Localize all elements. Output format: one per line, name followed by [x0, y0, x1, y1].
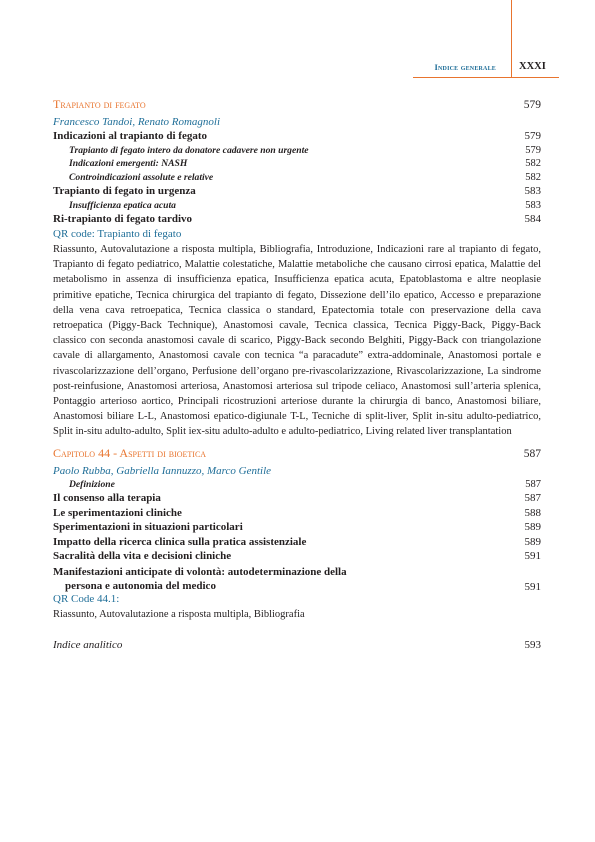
- toc-entry-title: Sacralità della vita e decisioni cliniche: [53, 550, 232, 563]
- qr-code-contents: Riassunto, Autovalutazione a risposta multipla, Bibliografia, Introduzione, Indicazioni rare al trapianto di fegato, Trapianto di fegato pediatrico, Malattie colestatiche, Malattie metaboliche che causano cirrosi epatica, Malattie del metabolismo in assenza di insufficienza epatica, Insufficienza epatica acuta, Epatoblastoma e altre neoplasie primitive epatiche, Tecnica chirurgica del trapianto di fegato, Dissezione dell’ilo epatico, Accesso e preparazione della vena cava retroepatica, Tecnica classica o standard, Epatectomia totale con preservazione della cava retroepatica (Piggy-Back Technique), Anastomosi cavale, Tecnica classica, Tecnica Piggy-Back, Piggy-Back classico con seconda anastomosi cavale di scarico, Piggy-Back secondo Belghiti, Piggy-Back con triangolazione cavale di allargamento, Anastomosi cavale con tecnica “a paracadute” extra-addominale, Anastomosi portale e rivascolarizzazione dell’organo, Perfusione dell’organo pre-rivascolarizzazione, Rivascolarizzazione, La sindrome post-reinfusione, Anastomosi arteriosa, Anastomosi arteriosa sul tripode celiaco, Anastomosi sull’arteria splenica, Pontaggio arterioso aortico, Principali ricostruzioni arteriose durante la chirurgia di banco, Anastomosi biliare, Anastomosi biliare L-L, Anastomosi epatico-digiunale T-L, Tecniche di split-liver, Split in-situ adulto-pediatrico, Split in-situ adulto-adulto, Split iex-situ adulto-adulto e adulto-pediatrico, Living related liver transplantation: [53, 244, 541, 438]
- header-horizontal-rule: [413, 77, 559, 78]
- toc-subentry-title: Controindicazioni assolute e relative: [69, 171, 214, 183]
- toc-entry-title: Ri-trapianto di fegato tardivo: [53, 213, 193, 225]
- chapter-title: Trapianto di fegato: [53, 97, 146, 111]
- chapter-title: Capitolo 44 - Aspetti di bioetica: [53, 445, 207, 460]
- running-header-page-number: XXXI: [519, 61, 546, 72]
- toc-subentry-title: Definizione: [69, 478, 115, 490]
- toc-entry-title: Il consenso alla terapia: [53, 492, 161, 505]
- toc-entry-title-line: persona e autonomia del medico: [65, 579, 216, 592]
- table-of-contents: [53, 96, 541, 653]
- toc-entry-indice-analitico[interactable]: [53, 639, 541, 653]
- toc-entry[interactable]: [53, 550, 541, 565]
- toc-subentry[interactable]: [53, 479, 541, 493]
- toc-entry-title: Impatto della ricerca clinica sulla pratica assistenziale: [53, 535, 307, 548]
- toc-entry[interactable]: [53, 130, 541, 145]
- qr-code-contents: Riassunto, Autovalutazione a risposta multipla, Bibliografia: [53, 609, 305, 621]
- toc-entry-page: 587: [524, 492, 541, 505]
- toc-entry-title-line: Manifestazioni anticipate di volontà: autodeterminazione della: [53, 565, 347, 578]
- chapter-page: 579: [523, 99, 541, 111]
- toc-entry[interactable]: [53, 536, 541, 551]
- chapter-page: 587: [523, 447, 541, 460]
- toc-entry-page: 584: [524, 213, 541, 225]
- toc-subentry-title: Insufficienza epatica acuta: [69, 199, 176, 211]
- header-vertical-rule: [511, 0, 512, 78]
- toc-entry-page: 589: [524, 521, 541, 534]
- running-header-section: Indice generale: [434, 62, 496, 72]
- toc-entry[interactable]: [53, 492, 541, 507]
- toc-entry-title: Indice analitico: [53, 639, 123, 652]
- toc-entry[interactable]: [53, 213, 541, 228]
- toc-entry-page: 588: [524, 506, 541, 519]
- toc-entry-page: 591: [524, 550, 541, 563]
- toc-subentry-page: 582: [525, 171, 541, 183]
- toc-subentry[interactable]: [53, 158, 541, 172]
- toc-entry[interactable]: [53, 565, 541, 593]
- toc-subentry-page: 579: [525, 144, 541, 156]
- qr-code-title[interactable]: QR code: Trapianto di fegato: [53, 227, 182, 240]
- toc-entry[interactable]: [53, 507, 541, 522]
- toc-entry-title: Le sperimentazioni cliniche: [53, 506, 182, 519]
- chapter-authors: Paolo Rubba, Gabriella Iannuzzo, Marco Gentile: [53, 464, 272, 477]
- toc-subentry-page: 587: [525, 478, 541, 490]
- toc-entry[interactable]: [53, 185, 541, 200]
- toc-entry-page: 579: [524, 130, 541, 142]
- toc-entry-title: [53, 565, 347, 593]
- toc-subentry[interactable]: [53, 172, 541, 186]
- chapter-authors: Francesco Tandoi, Renato Romagnoli: [53, 116, 221, 128]
- toc-subentry-page: 582: [525, 158, 541, 169]
- toc-entry-page: 593: [524, 639, 541, 652]
- toc-subentry-title: Indicazioni emergenti: NASH: [69, 158, 188, 169]
- toc-subentry-page: 583: [525, 199, 541, 211]
- toc-subentry[interactable]: [53, 200, 541, 214]
- toc-entry-page: 589: [524, 535, 541, 548]
- toc-entry-title: Trapianto di fegato in urgenza: [53, 185, 196, 197]
- toc-subentry[interactable]: [53, 145, 541, 159]
- toc-entry[interactable]: [53, 521, 541, 536]
- toc-entry-page: 591: [524, 580, 541, 593]
- toc-chapter-trapianto[interactable]: [53, 97, 541, 116]
- toc-entry-page: 583: [524, 185, 541, 197]
- toc-entry-title: Indicazioni al trapianto di fegato: [53, 130, 208, 142]
- spacer: [53, 622, 541, 639]
- toc-entry-title: Sperimentazioni in situazioni particolari: [53, 521, 243, 534]
- toc-subentry-title: Trapianto di fegato intero da donatore cadavere non urgente: [69, 144, 309, 156]
- toc-chapter-44[interactable]: [53, 446, 541, 465]
- qr-code-title[interactable]: QR Code 44.1:: [53, 592, 120, 605]
